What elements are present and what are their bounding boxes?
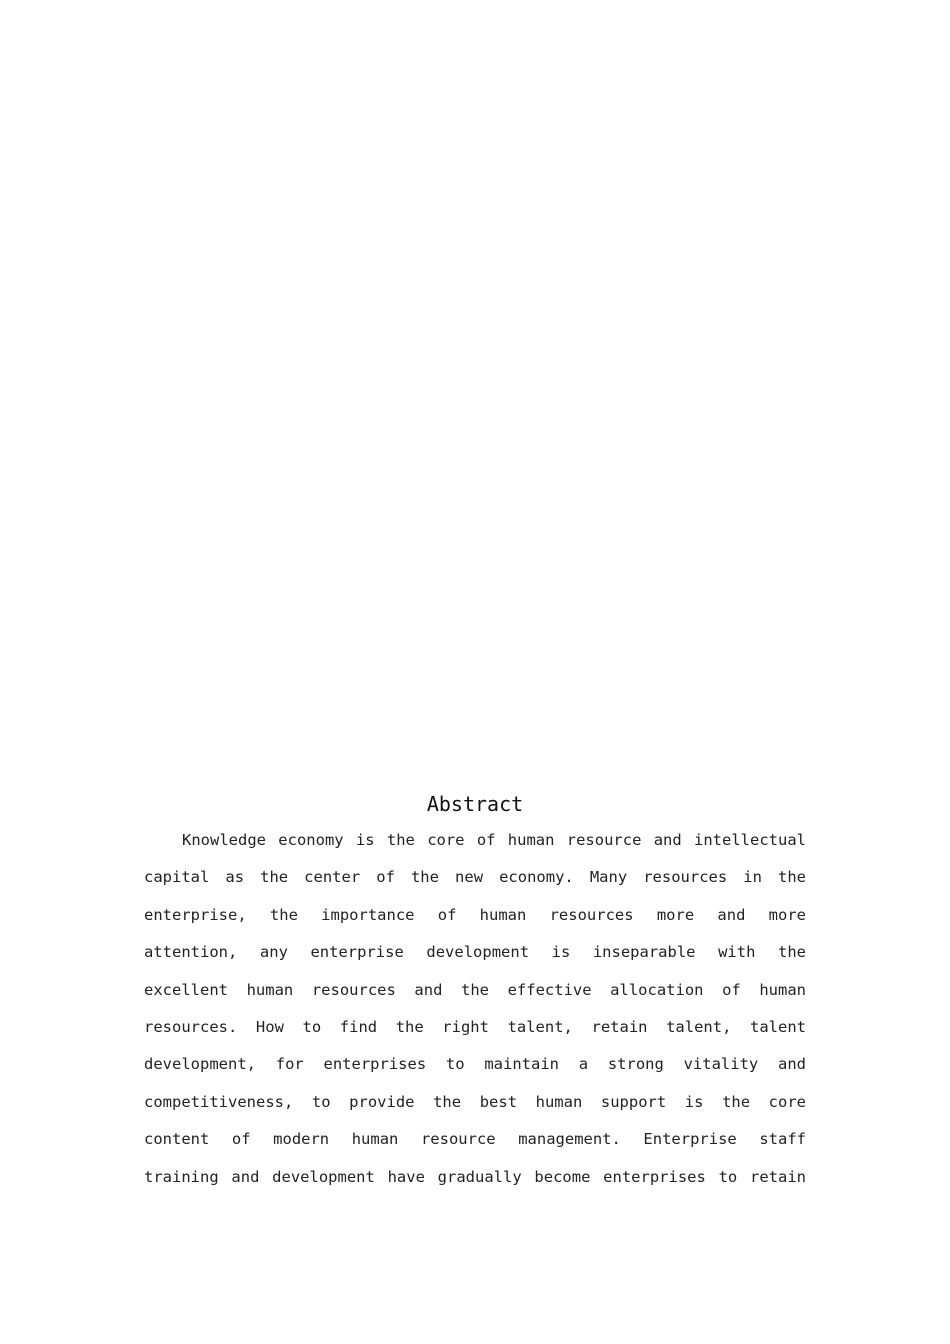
abstract-line: content of modern human resource management. Enterprise staff (144, 1130, 806, 1149)
abstract-line: development, for enterprises to maintain a strong vitality and (144, 1055, 806, 1074)
abstract-line: enterprise, the importance of human resources more and more (144, 905, 806, 924)
abstract-line: attention, any enterprise development is inseparable with the (144, 943, 806, 962)
abstract-line: competitiveness, to provide the best human support is the core (144, 1092, 806, 1111)
abstract-line: capital as the center of the new economy. Many resources in the (144, 868, 806, 887)
abstract-line: training and development have gradually become enterprises to retain (144, 1167, 806, 1186)
abstract-line: excellent human resources and the effective allocation of human (144, 980, 806, 999)
abstract-heading: Abstract (426, 792, 524, 816)
abstract-section (144, 786, 806, 1196)
abstract-line: resources. How to find the right talent, retain talent, talent (144, 1017, 806, 1036)
abstract-body (144, 822, 806, 1196)
abstract-line: Knowledge economy is the core of human resource and intellectual (182, 831, 806, 849)
